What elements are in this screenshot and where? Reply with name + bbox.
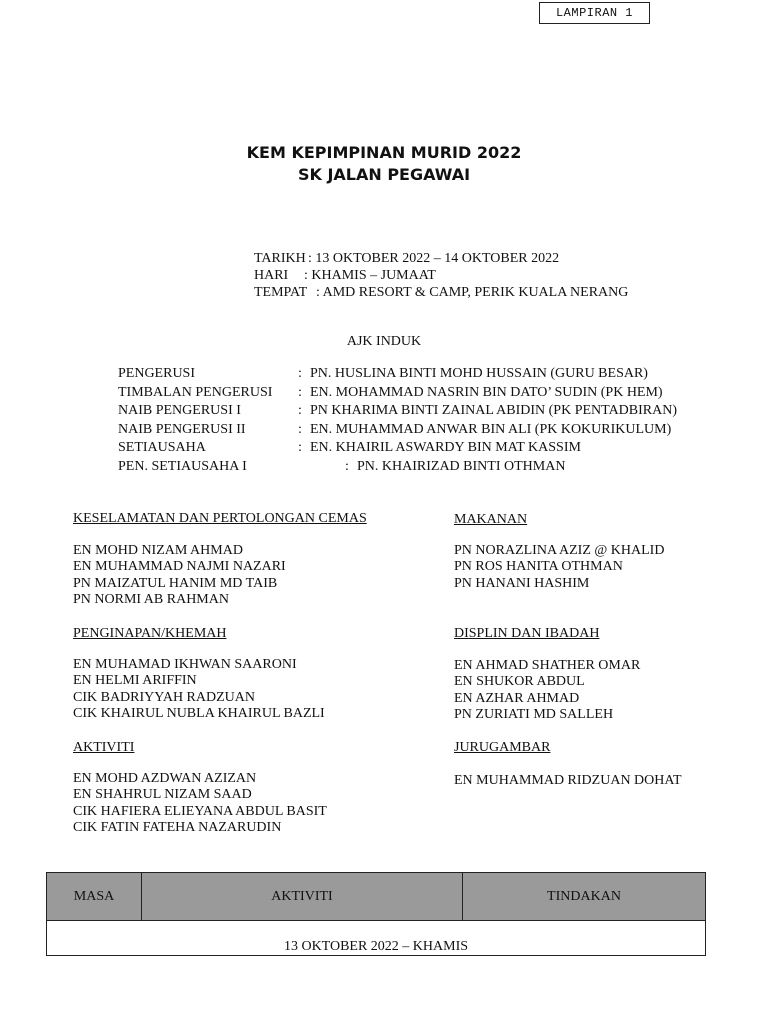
committee-member: EN SHUKOR ABDUL <box>454 674 585 690</box>
section-names-makanan <box>454 543 664 592</box>
ajk-induk-heading: AJK INDUK <box>346 334 422 349</box>
committee-member: CIK BADRIYYAH RADZUAN <box>73 689 255 705</box>
ajk-colon: : <box>298 403 302 418</box>
committee-member: CIK KHAIRUL NUBLA KHAIRUL BAZLI <box>73 705 325 721</box>
schedule-table <box>46 872 706 956</box>
ajk-colon: : <box>298 385 302 400</box>
committee-member: CIK FATIN FATEHA NAZARUDIN <box>73 819 282 835</box>
schedule-header-row <box>47 873 706 921</box>
section-heading-aktiviti: AKTIVITI <box>73 740 135 755</box>
hari-label: HARI <box>254 268 289 283</box>
header-tindakan: TINDAKAN <box>463 873 706 921</box>
ajk-role: PEN. SETIAUSAHA I <box>118 459 247 474</box>
ajk-colon: : <box>298 422 302 437</box>
committee-member: EN MUHAMMAD NAJMI NAZARI <box>73 559 286 575</box>
tempat-label: TEMPAT <box>254 285 308 300</box>
section-heading-jurugambar: JURUGAMBAR <box>454 740 551 755</box>
ajk-name: EN. KHAIRIL ASWARDY BIN MAT KASSIM <box>310 440 581 455</box>
ajk-name: PN KHARIMA BINTI ZAINAL ABIDIN (PK PENTADBIRAN) <box>310 403 678 418</box>
section-names-aktiviti <box>73 771 327 836</box>
section-heading-disiplin: DISPLIN DAN IBADAH <box>454 626 600 641</box>
header-masa: MASA <box>47 873 142 921</box>
tempat-line <box>254 284 628 302</box>
committee-member: PN MAIZATUL HANIM MD TAIB <box>73 575 278 591</box>
committee-member: PN NORMI AB RAHMAN <box>73 591 229 607</box>
committee-member: EN AZHAR AHMAD <box>454 690 580 706</box>
school-name: SK JALAN PEGAWAI <box>297 165 471 184</box>
ajk-role: TIMBALAN PENGERUSI <box>118 385 273 400</box>
ajk-name: PN. KHAIRIZAD BINTI OTHMAN <box>357 459 566 474</box>
schedule-day-row <box>47 921 706 956</box>
hari-value: : KHAMIS – JUMAAT <box>304 268 436 283</box>
tarikh-label: TARIKH <box>254 251 306 266</box>
ajk-colon: : <box>298 440 302 455</box>
section-names-jurugambar <box>454 773 682 789</box>
ajk-role: NAIB PENGERUSI I <box>118 403 241 418</box>
ajk-role: SETIAUSAHA <box>118 440 206 455</box>
tarikh-line <box>254 250 559 268</box>
committee-member: EN MUHAMMAD RIDZUAN DOHAT <box>454 773 682 788</box>
ajk-role: NAIB PENGERUSI II <box>118 422 246 437</box>
ajk-colon: : <box>345 459 349 474</box>
lampiran-label: LAMPIRAN 1 <box>539 2 650 24</box>
committee-member: PN NORAZLINA AZIZ @ KHALID <box>454 543 665 558</box>
ajk-name: PN. HUSLINA BINTI MOHD HUSSAIN (GURU BESAR) <box>310 366 648 381</box>
hari-line <box>254 267 436 285</box>
committee-member: CIK HAFIERA ELIEYANA ABDUL BASIT <box>73 803 327 819</box>
committee-member: PN HANANI HASHIM <box>454 575 590 591</box>
section-names-disiplin <box>454 658 640 723</box>
ajk-colon: : <box>298 366 302 381</box>
committee-member: EN AHMAD SHATHER OMAR <box>454 658 641 673</box>
header-aktiviti: AKTIVITI <box>142 873 463 921</box>
committee-member: PN ZURIATI MD SALLEH <box>454 706 614 722</box>
ajk-name: EN. MOHAMMAD NASRIN BIN DATO’ SUDIN (PK HEM) <box>310 385 663 400</box>
document-title: KEM KEPIMPINAN MURID 2022 <box>246 143 522 162</box>
section-names-penginapan <box>73 657 325 722</box>
tempat-value: : AMD RESORT & CAMP, PERIK KUALA NERANG <box>316 285 629 300</box>
ajk-name: EN. MUHAMMAD ANWAR BIN ALI (PK KOKURIKULUM) <box>310 422 672 437</box>
section-heading-makanan: MAKANAN <box>454 512 528 527</box>
tarikh-value: : 13 OKTOBER 2022 – 14 OKTOBER 2022 <box>308 251 560 266</box>
committee-member: EN MUHAMAD IKHWAN SAARONI <box>73 657 297 672</box>
committee-member: EN MOHD AZDWAN AZIZAN <box>73 771 257 786</box>
committee-member: EN HELMI ARIFFIN <box>73 673 197 689</box>
committee-member: PN ROS HANITA OTHMAN <box>454 559 623 575</box>
section-heading-keselamatan: KESELAMATAN DAN PERTOLONGAN CEMAS <box>73 511 367 526</box>
committee-member: EN MOHD NIZAM AHMAD <box>73 543 243 558</box>
ajk-role: PENGERUSI <box>118 366 196 381</box>
day-label: 13 OKTOBER 2022 – KHAMIS <box>47 921 706 956</box>
section-heading-penginapan: PENGINAPAN/KHEMAH <box>73 626 227 641</box>
section-names-keselamatan <box>73 543 286 608</box>
committee-member: EN SHAHRUL NIZAM SAAD <box>73 787 252 803</box>
